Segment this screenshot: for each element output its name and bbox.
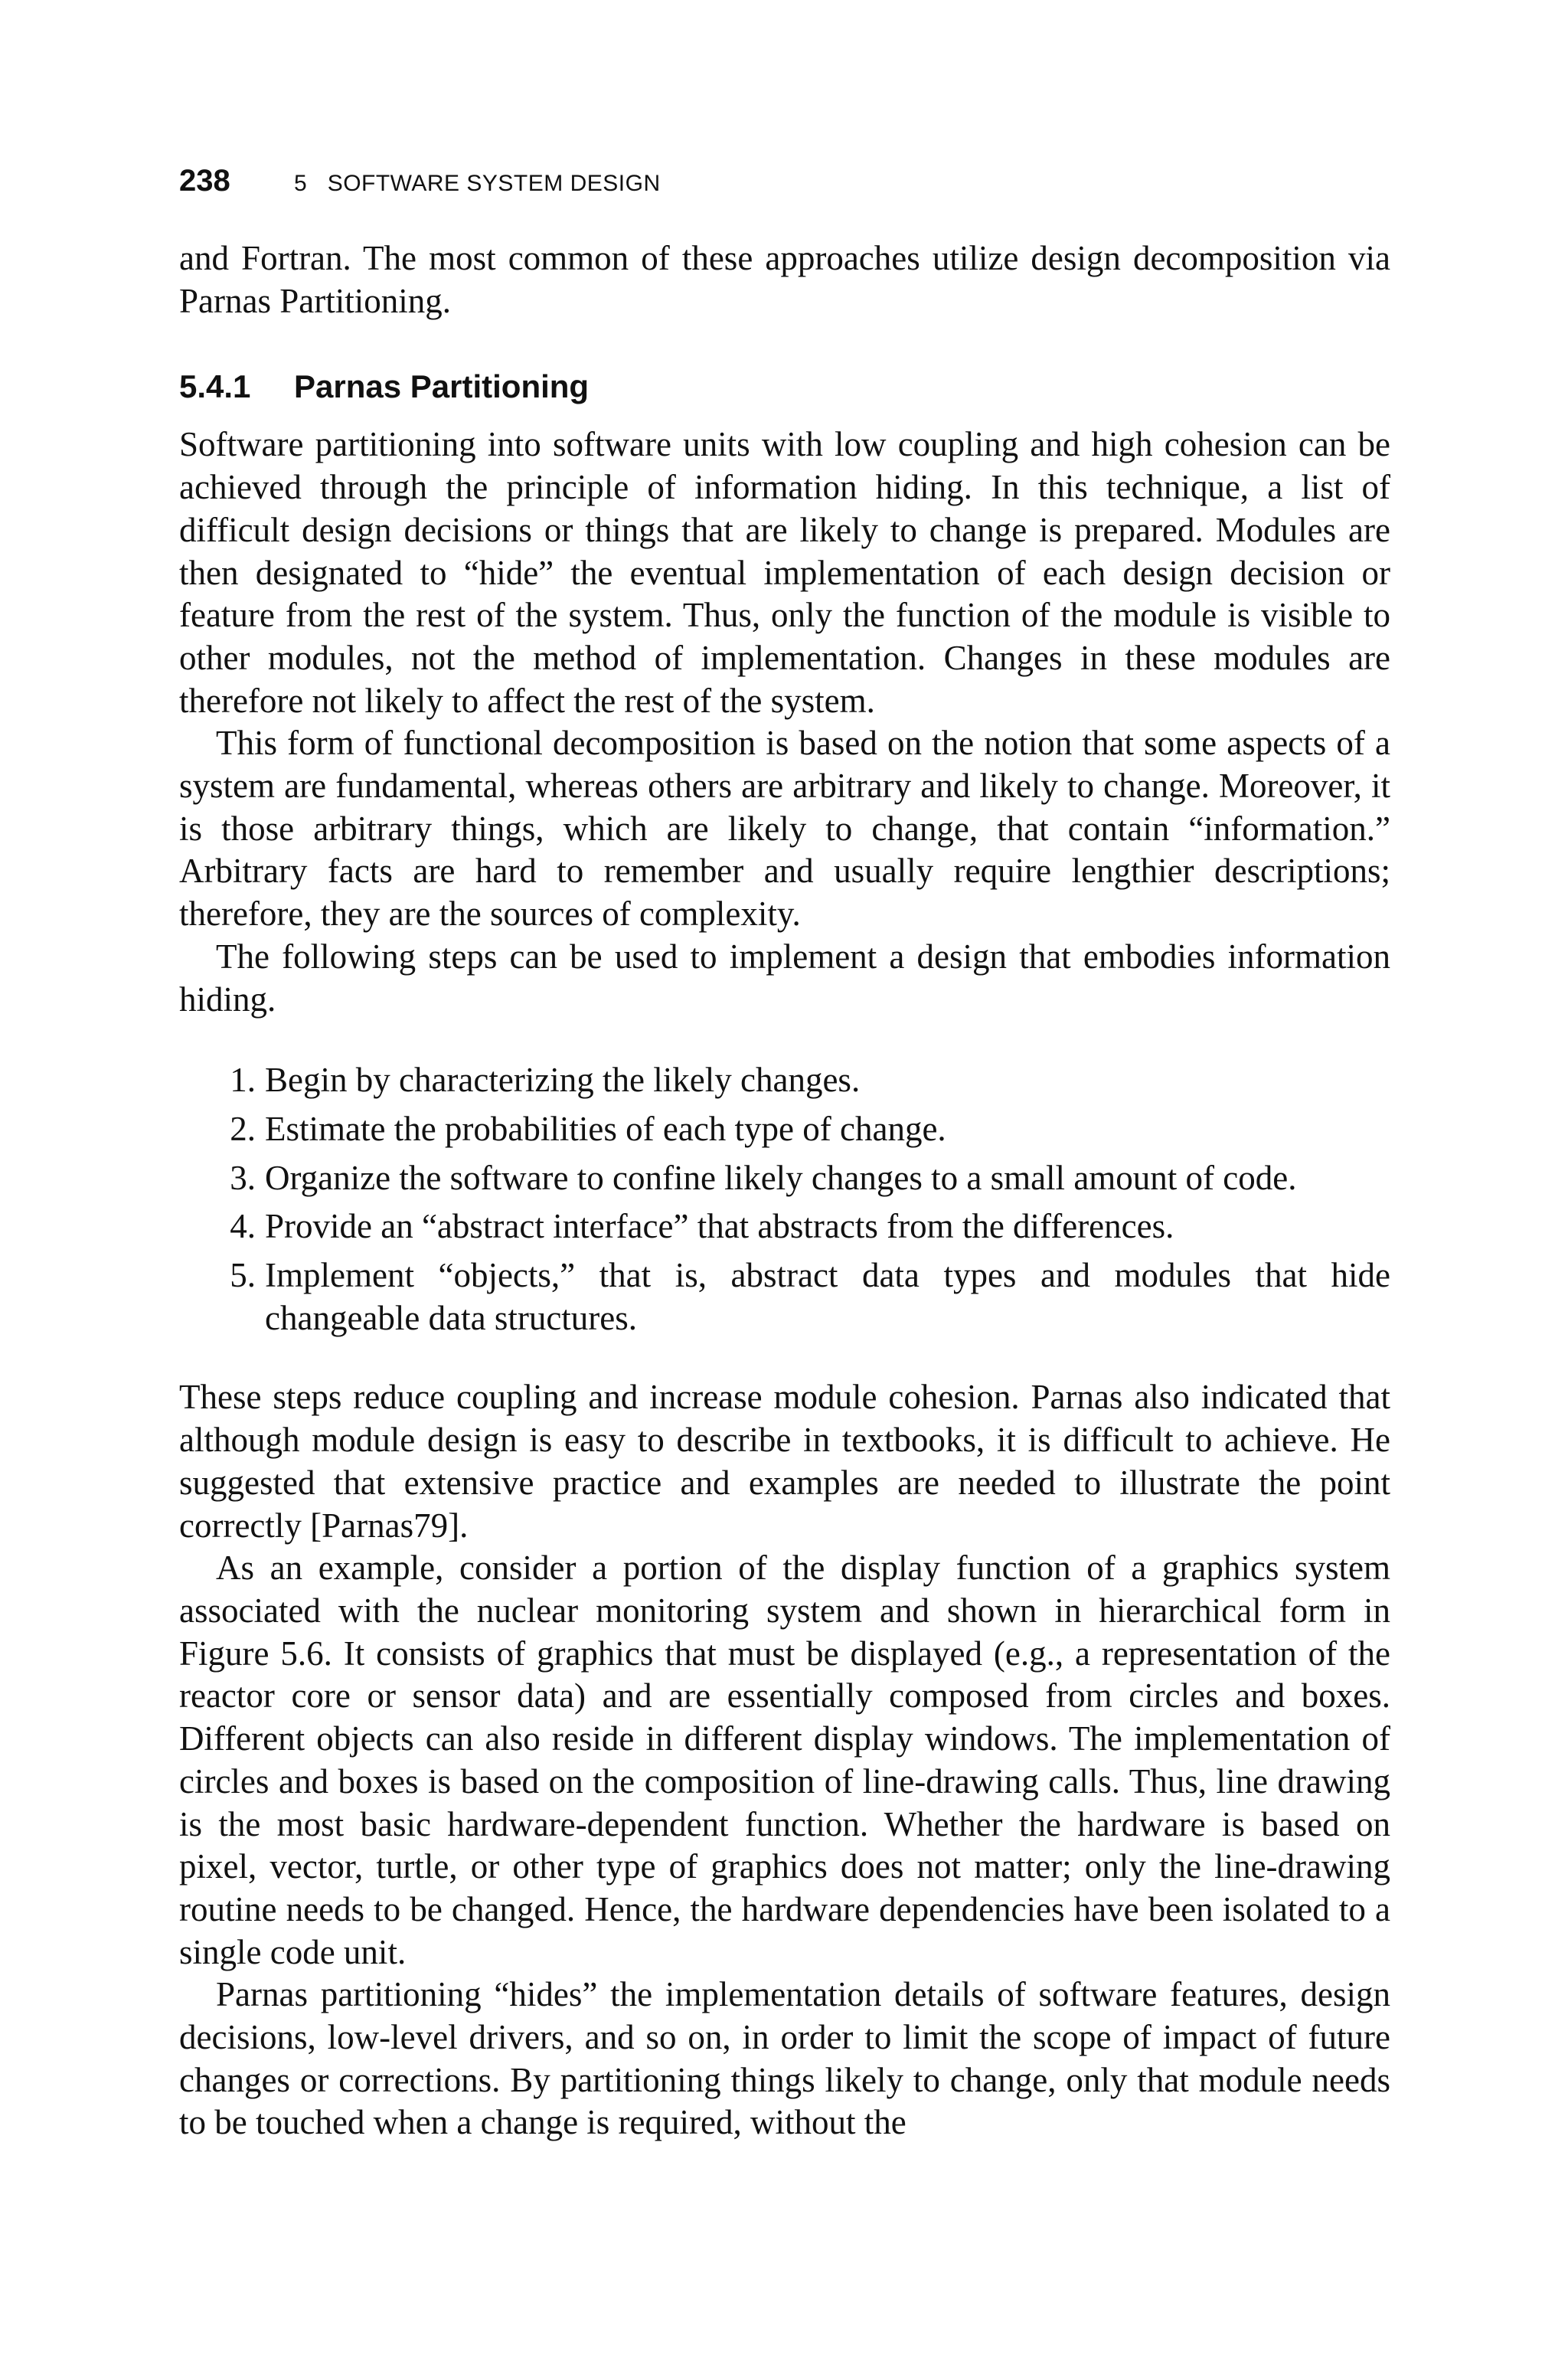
paragraph-coupling-cohesion: These steps reduce coupling and increase module cohesion. Parnas also indicated that although module design is easy to describe in textbooks, it is difficult to achieve. He suggested that extensive practice and examples are needed to illustrate the point correctly [Parnas79]. (179, 1378, 1390, 1545)
paragraph-graphics-example: As an example, consider a portion of the display function of a graphics system associated with the nuclear monitoring system and shown in hierarchical form in Figure 5.6. It consists of graphics that must be displayed (e.g., a representation of the reactor core or sensor data) and are essentially composed from circles and boxes. Different objects can also reside in different display windows. The implementation of circles and boxes is based on the composition of line-drawing calls. Thus, line drawing is the most basic hardware-dependent function. Whether the hardware is based on pixel, vector, turtle, or other type of graphics does not matter; only the line-drawing routine needs to be changed. Hence, the hardware dependencies have been isolated to a single code unit. (179, 1549, 1390, 1971)
list-item (179, 1205, 1390, 1248)
step-text: Implement “objects,” that is, abstract data types and modules that hide changeable data structures. (265, 1256, 1390, 1337)
step-number: 3. (230, 1158, 256, 1197)
list-item (179, 1108, 1390, 1151)
step-text: Organize the software to confine likely changes to a small amount of code. (265, 1158, 1297, 1197)
step-number: 4. (230, 1207, 256, 1246)
step-number: 2. (230, 1109, 256, 1148)
step-text: Begin by characterizing the likely changes. (265, 1061, 861, 1100)
list-item (179, 1059, 1390, 1102)
paragraph-functional-decomposition: This form of functional decomposition is based on the notion that some aspects of a system are fundamental, whereas others are arbitrary and likely to change. Moreover, it is those arbitrary things, which are likely to change, that contain “information.” Arbitrary facts are hard to remember and usually require lengthier descriptions; therefore, they are the sources of complexity. (179, 724, 1390, 934)
step-text: Provide an “abstract interface” that abstracts from the differences. (265, 1207, 1174, 1246)
section-heading (179, 364, 1390, 410)
list-item (179, 1254, 1390, 1339)
section-title: Parnas Partitioning (294, 368, 590, 405)
paragraph-continuation: and Fortran. The most common of these approaches utilize design decomposition via Parnas Partitioning. (179, 239, 1390, 320)
page-body (179, 237, 1390, 2144)
step-text: Estimate the probabilities of each type of change. (265, 1109, 946, 1148)
section-number: 5.4.1 (179, 368, 251, 405)
paragraph-steps-intro: The following steps can be used to implement a design that embodies information hiding. (179, 937, 1390, 1019)
page-number: 238 (179, 164, 230, 198)
chapter-title: 5 SOFTWARE SYSTEM DESIGN (294, 171, 661, 196)
paragraph-parnas-hides: Parnas partitioning “hides” the implementation details of software features, design decisions, low-level drivers, and so on, in order to limit the scope of impact of future changes or corrections. By partitioning things likely to change, only that module needs to be touched when a change is required, without the (179, 1975, 1390, 2142)
running-head (179, 158, 1389, 204)
step-number: 5. (230, 1256, 256, 1295)
paragraph-information-hiding: Software partitioning into software units with low coupling and high cohesion can be achieved through the principle of information hiding. In this technique, a list of difficult design decisions or things that are likely to change is prepared. Modules are then designated to “hide” the eventual implementation of each design decision or feature from the rest of the system. Thus, only the function of the module is visible to other modules, not the method of implementation. Changes in these modules are therefore not likely to affect the rest of the system. (179, 425, 1390, 720)
steps-list (179, 1059, 1390, 1339)
list-item (179, 1157, 1390, 1200)
step-number: 1. (230, 1061, 256, 1100)
